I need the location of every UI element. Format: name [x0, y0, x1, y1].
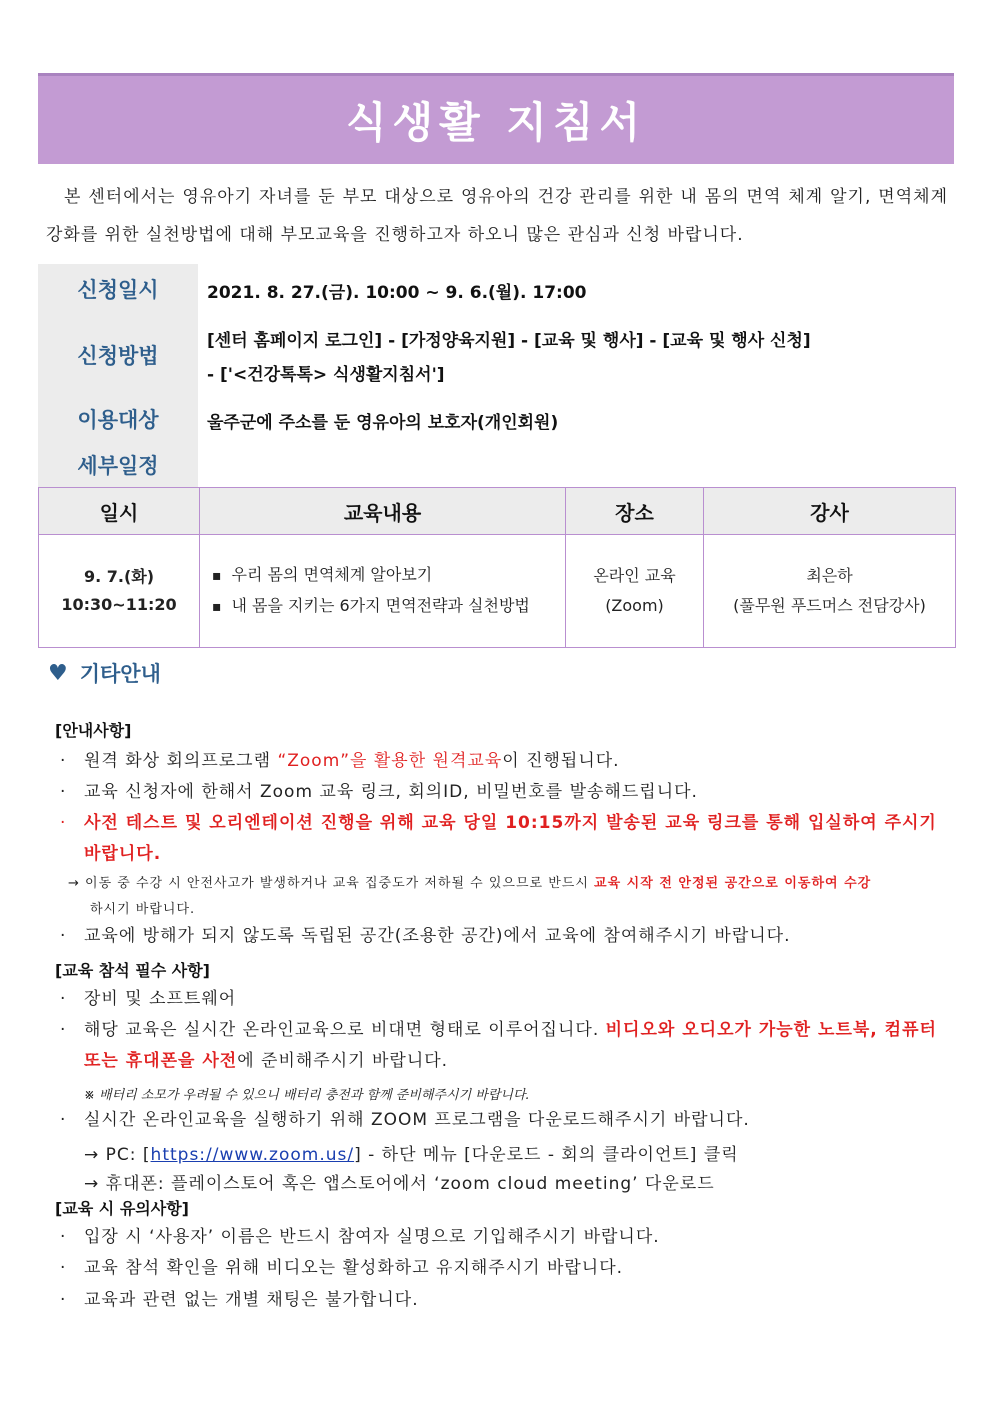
target-label: 이용대상 [38, 396, 198, 442]
apply-method-line1: [센터 홈페이지 로그인] - [가정양육지원] - [교육 및 행사] - [교육 및 행사 신청] [207, 331, 811, 351]
pc-prefix: → PC: [ [84, 1145, 151, 1165]
other-info-heading [48, 658, 161, 688]
schedule-date-day: 9. 7.(화) [83, 567, 155, 586]
apply-method-label: 신청방법 [38, 314, 198, 396]
guide-title: [안내사항] [55, 721, 132, 740]
pc-download-line [84, 1140, 739, 1165]
bullet-dot: · [60, 751, 67, 771]
g3-sub-highlight: 교육 시작 전 안정된 공간으로 이동하여 수강 [594, 876, 872, 891]
bullet-dot: · [60, 1258, 67, 1278]
schedule-place [566, 535, 704, 648]
place-line1: 온라인 교육 [593, 566, 676, 585]
place-line2: (Zoom) [605, 596, 664, 615]
caution-title: [교육 시 유의사항] [55, 1199, 189, 1218]
header-place: 장소 [566, 488, 704, 535]
c3-text: 교육과 관련 없는 개별 채팅은 불가합니다. [84, 1290, 419, 1310]
bullet-dot: · [60, 1290, 67, 1310]
apply-method-line2: - ['<건강톡톡> 식생활지침서'] [207, 365, 445, 385]
teacher-affiliation: (풀무원 푸드머스 전담강사) [733, 596, 926, 615]
schedule-table [38, 487, 956, 648]
schedule-content [200, 535, 566, 648]
content-item: ▪ 내 몸을 지키는 6가지 면역전략과 실천방법 [212, 591, 564, 622]
schedule-header-row [39, 488, 956, 535]
pc-suffix: ] - 하단 메뉴 [다운로드 - 회의 클라이언트] 클릭 [354, 1145, 739, 1165]
r2-highlight: 비디오와 오디오가 가능한 노트북, 컴퓨터 또는 휴대폰을 사전 [84, 1020, 937, 1071]
caution-item-2 [60, 1253, 946, 1284]
g4-text: 교육에 방해가 되지 않도록 독립된 공간(조용한 공간)에서 교육에 참여해주시기 바랍니다. [84, 926, 791, 946]
zoom-link[interactable]: https://www.zoom.us/ [150, 1145, 355, 1165]
required-item-2 [60, 1015, 946, 1077]
g3-sub-end: 하시기 바랍니다. [90, 902, 196, 917]
caution-item-1 [60, 1222, 946, 1253]
c1-text: 입장 시 ‘사용자’ 이름은 반드시 참여자 실명으로 기입해주시기 바랍니다. [84, 1227, 660, 1247]
bullet-dot: · [60, 1020, 67, 1040]
g3-text: 사전 테스트 및 오리엔테이션 진행을 위해 교육 당일 10:15까지 발송된 교육 링크를 통해 입실하여 주시기 바랍니다. [84, 813, 937, 864]
apply-date-value: 2021. 8. 27.(금). 10:00 ~ 9. 6.(월). 17:00 [207, 283, 587, 303]
required-title: [교육 참석 필수 사항] [55, 961, 210, 980]
intro-paragraph: 본 센터에서는 영유아기 자녀를 둔 부모 대상으로 영유아의 건강 관리를 위한 내 몸의 면역 체계 알기, 면역체계 강화를 위한 실천방법에 대해 부모교육을 진행하고자 하오니 많은 관심과 신청 바랍니다. [46, 187, 948, 245]
header-date: 일시 [39, 488, 200, 535]
apply-date-label: 신청일시 [38, 264, 198, 314]
bullet-dot: · [60, 813, 67, 833]
bullet-dot: · [60, 926, 67, 946]
header-teacher: 강사 [704, 488, 956, 535]
guide-item-1 [60, 746, 946, 777]
guide-item-4 [60, 921, 946, 952]
bullet-dot: · [60, 1110, 67, 1130]
guide-item-3-sub [68, 871, 948, 923]
target-value: 울주군에 주소를 둔 영유아의 보호자(개인회원) [207, 413, 559, 433]
title-banner [38, 73, 954, 164]
page-title: 식생활 지침서 [345, 98, 647, 147]
required-item-1 [60, 984, 946, 1015]
r1-text: 장비 및 소프트웨어 [84, 989, 237, 1009]
phone-download-line: → 휴대폰: 플레이스토어 혹은 앱스토어에서 ‘zoom cloud meeting’ 다운로드 [84, 1174, 715, 1194]
g2-text: 교육 신청자에 한해서 Zoom 교육 링크, 회의ID, 비밀번호를 발송해드립니다. [84, 782, 698, 802]
schedule-label: 세부일정 [38, 442, 198, 487]
c2-text: 교육 참석 확인을 위해 비디오는 활성화하고 유지해주시기 바랍니다. [84, 1258, 624, 1278]
battery-note: ※ 배터리 소모가 우려될 수 있으니 배터리 충전과 함께 준비해주시기 바랍니다. [84, 1088, 530, 1103]
r3-text: 실시간 온라인교육을 실행하기 위해 ZOOM 프로그램을 다운로드해주시기 바랍니다. [84, 1110, 750, 1130]
guide-item-3 [60, 808, 946, 870]
guide-item-2 [60, 777, 946, 808]
r2-text: 해당 교육은 실시간 온라인교육으로 비대면 형태로 이루어집니다. [84, 1020, 606, 1040]
required-item-3 [60, 1105, 946, 1136]
schedule-date-time: 10:30~11:20 [61, 595, 177, 614]
schedule-teacher [704, 535, 956, 648]
other-info-title: 기타안내 [79, 662, 161, 686]
schedule-row [39, 535, 956, 648]
caution-item-3 [60, 1285, 946, 1316]
teacher-name: 최은하 [806, 566, 853, 585]
content-item: ▪ 우리 몸의 면역체계 알아보기 [212, 560, 564, 591]
header-content: 교육내용 [200, 488, 566, 535]
g1-highlight: “Zoom”을 활용한 원격교육 [277, 751, 503, 771]
heart-icon: ♥ [48, 660, 68, 686]
g1-text-end: 이 진행됩니다. [502, 751, 620, 771]
bullet-dot: · [60, 782, 67, 802]
g1-text: 원격 화상 회의프로그램 [84, 751, 278, 771]
r2-text-end: 에 준비해주시기 바랍니다. [237, 1051, 449, 1071]
bullet-dot: · [60, 989, 67, 1009]
g3-sub-text: → 이동 중 수강 시 안전사고가 발생하거나 교육 집중도가 저하될 수 있으므로 반드시 [68, 876, 595, 891]
schedule-date [39, 535, 200, 648]
bullet-dot: · [60, 1227, 67, 1247]
